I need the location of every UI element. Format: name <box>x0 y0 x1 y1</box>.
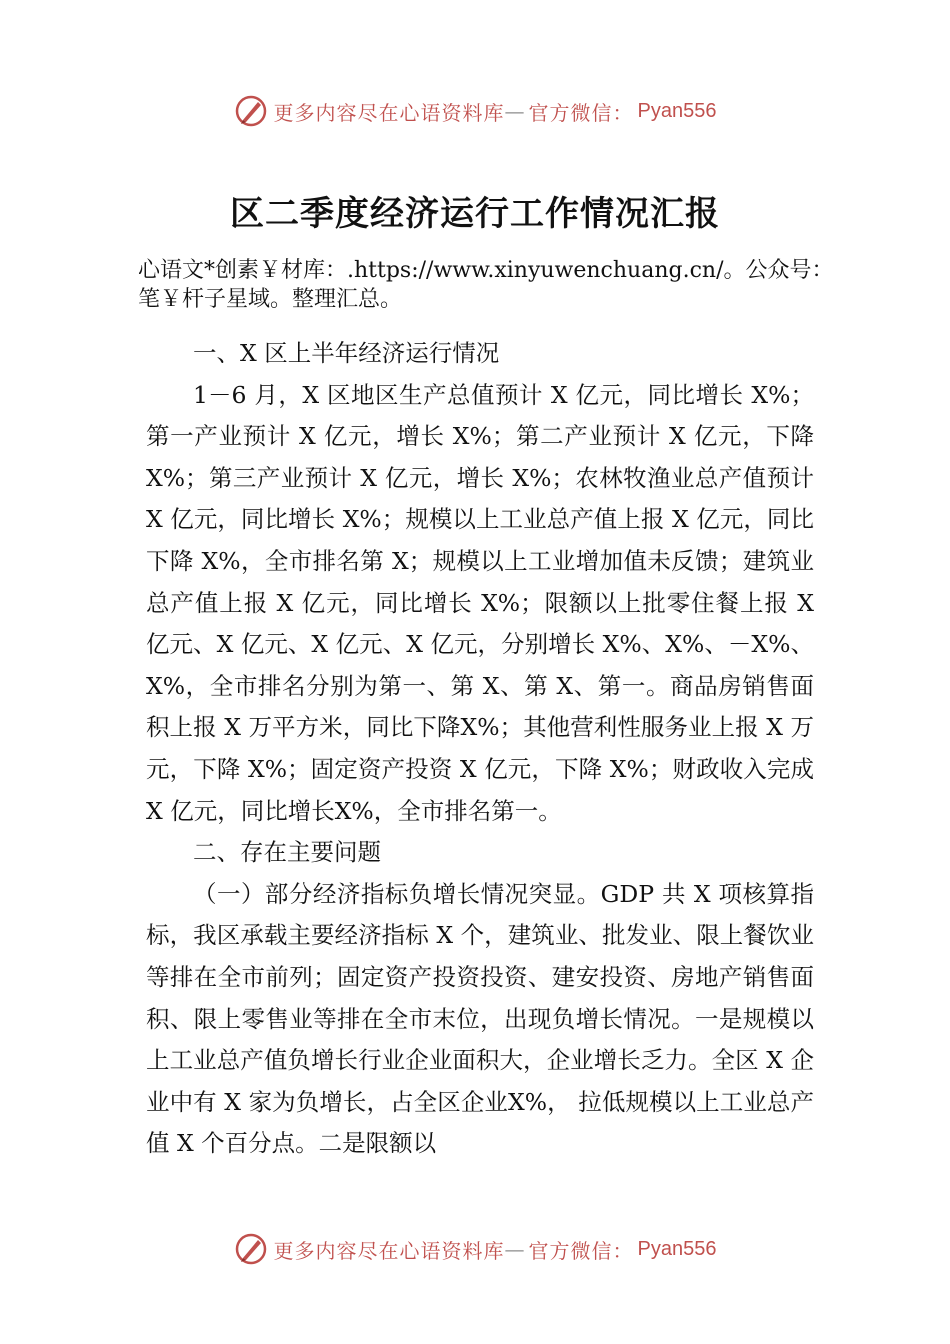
section-heading-1: 一、X 区上半年经济运行情况 <box>193 339 500 367</box>
pen-logo-icon <box>234 1232 268 1266</box>
document-title: 区二季度经济运行工作情况汇报 <box>230 194 720 234</box>
document-body <box>146 333 814 1165</box>
watermark-wechat-label: 官方微信： <box>528 100 634 125</box>
watermark-separator: — <box>504 1237 529 1261</box>
paragraph-1: 1－6 月，X 区地区生产总值预计 X 亿元，同比增长 X%；第一产业预计 X 亿元，增长 X%；第二产业预计 X 亿元，下降 X%；第三产业预计 X 亿元，增长 X%；农林牧渔业总产值预计 X 亿元，同比增长 X%；规模以上工业总产值上报 X 亿元，同比下降 X%，全市排名第 X；规模以上工业增加值未反馈；建筑业总产值上报 X 亿元，同比增长 X%；限额以上批零住餐上报 X 亿元、X 亿元、X 亿元、X 亿元，分别增长 X%、X%、－X%、X%，全市排名分别为第一、第 X、第 X、第一。商品房销售面积上报 X 万平方米，同比下降X%；其他营利性服务业上报 X 万元，下降 X%；固定资产投资 X 亿元，下降 X%；财政收入完成 X 亿元，同比增长X%，全市排名第一。 <box>146 380 814 825</box>
source-note: 心语文*创素￥材库：.https://www.xinyuwenchuang.cn/。公众号：笔￥杆子星域。整理汇总。 <box>138 258 834 312</box>
watermark-text: 更多内容尽在心语资料库 <box>273 1238 505 1263</box>
watermark-wechat-id: Pyan556 <box>637 99 717 122</box>
watermark-wechat-id: Pyan556 <box>637 1237 717 1260</box>
watermark-footer <box>0 1232 950 1266</box>
paragraph-2: （一）部分经济指标负增长情况突显。GDP 共 X 项核算指标，我区承载主要经济指标 X 个，建筑业、批发业、限上餐饮业等排在全市前列；固定资产投资投资、建安投资、房地产销售面积、限上零售业等排在全市末位，出现负增长情况。一是规模以上工业总产值负增长行业企业面积大，企业增长乏力。全区 X 企业中有 X 家为负增长，占全区企业X%， 拉低规模以上工业总产值 X 个百分点。二是限额以 <box>146 879 814 1158</box>
pen-logo-icon <box>234 94 268 128</box>
watermark-separator: — <box>504 99 529 123</box>
watermark-text: 更多内容尽在心语资料库 <box>273 100 505 125</box>
section-heading-2: 二、存在主要问题 <box>193 838 381 867</box>
watermark-header <box>0 94 950 128</box>
watermark-wechat-label: 官方微信： <box>528 1238 634 1263</box>
